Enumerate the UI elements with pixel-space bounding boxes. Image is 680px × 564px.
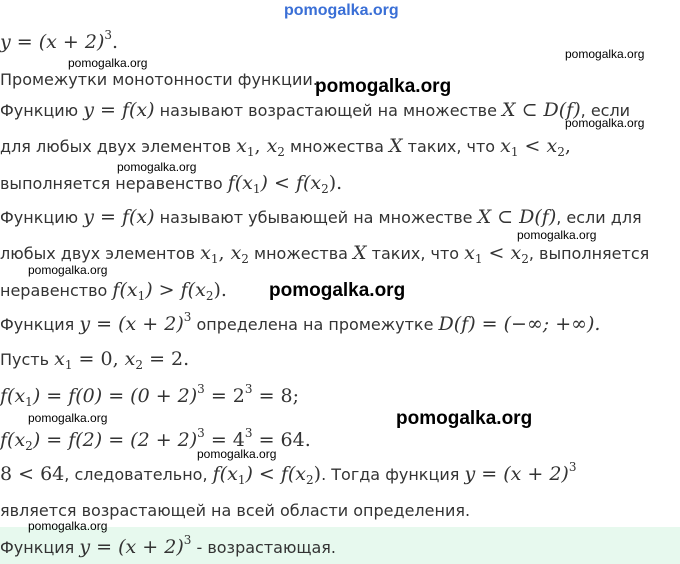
watermark: pomogalka.org bbox=[396, 408, 533, 429]
subscript: 2 bbox=[306, 473, 314, 487]
formula: 8 < 64 bbox=[0, 463, 65, 485]
watermark: pomogalka.org bbox=[517, 228, 597, 242]
watermark: pomogalka.org bbox=[68, 56, 148, 70]
formula: f(x bbox=[0, 385, 26, 407]
calc-f-x1 bbox=[0, 384, 680, 407]
text: для любых двух элементов bbox=[0, 137, 237, 156]
text: Пусть bbox=[0, 350, 55, 369]
subscript: 1 bbox=[25, 395, 33, 409]
final-answer bbox=[0, 533, 680, 559]
text: . Тогда функция bbox=[321, 465, 465, 484]
var: x bbox=[236, 135, 247, 157]
exponent: 3 bbox=[183, 533, 192, 547]
exponent: 3 bbox=[197, 426, 205, 440]
exponent: 3 bbox=[104, 28, 113, 42]
domain-statement bbox=[0, 310, 680, 336]
subscript: 2 bbox=[205, 289, 214, 303]
watermark: pomogalka.org bbox=[197, 447, 277, 461]
formula: y = (x + 2) bbox=[79, 536, 184, 558]
formula: ) = f(2) = (2 + 2) bbox=[32, 429, 198, 451]
comparison-statement bbox=[0, 460, 680, 487]
watermark: pomogalka.org bbox=[117, 160, 197, 174]
increasing-definition-line-3 bbox=[0, 172, 680, 195]
formula: ) < f(x bbox=[245, 463, 307, 485]
subscript: 1 bbox=[137, 289, 146, 303]
text: таких, что bbox=[402, 137, 501, 156]
decreasing-definition-line-1 bbox=[0, 206, 680, 229]
watermark: pomogalka.org bbox=[28, 519, 108, 533]
formula: f(x bbox=[0, 429, 26, 451]
var: x bbox=[500, 135, 511, 157]
comma: , bbox=[218, 242, 231, 264]
watermark: pomogalka.org bbox=[315, 76, 452, 97]
watermark: pomogalka.org bbox=[565, 116, 645, 130]
formula: ) bbox=[313, 463, 322, 485]
text: множества bbox=[284, 137, 390, 156]
subscript: 1 bbox=[237, 473, 246, 487]
subscript: 2 bbox=[135, 358, 144, 372]
watermark: pomogalka.org bbox=[269, 280, 406, 301]
var: X bbox=[389, 135, 403, 157]
formula: ) < f(x bbox=[260, 172, 322, 194]
formula: ). bbox=[213, 279, 227, 301]
text: Функция bbox=[0, 315, 80, 334]
exponent: 3 bbox=[197, 382, 205, 396]
subscript: 2 bbox=[557, 145, 565, 159]
text: Функцию bbox=[0, 208, 84, 227]
comma: , bbox=[254, 135, 267, 157]
text: , выполняется bbox=[528, 244, 650, 263]
watermark: pomogalka.org bbox=[565, 47, 645, 61]
formula: = 4 bbox=[204, 429, 245, 451]
subscript: 1 bbox=[252, 182, 261, 196]
subscript: 1 bbox=[210, 252, 219, 266]
var: x bbox=[266, 135, 278, 157]
formula: y = f(x) bbox=[83, 99, 155, 121]
text: , если bbox=[580, 101, 631, 120]
text: Функция bbox=[0, 538, 80, 557]
watermark: pomogalka.org bbox=[28, 263, 108, 277]
operator: < bbox=[518, 135, 547, 157]
formula: D(f) = (−∞; +∞). bbox=[438, 313, 601, 335]
exponent: 3 bbox=[244, 426, 253, 440]
subscript: 1 bbox=[510, 145, 519, 159]
exponent: 3 bbox=[183, 310, 192, 324]
formula: f(x bbox=[212, 463, 238, 485]
comma: , bbox=[564, 135, 571, 157]
formula: f(x bbox=[227, 172, 253, 194]
subscript: 2 bbox=[25, 439, 33, 453]
formula: = 8; bbox=[252, 385, 300, 407]
watermark: pomogalka.org bbox=[28, 411, 108, 425]
formula: y = (x + 2) bbox=[0, 31, 105, 53]
period: . bbox=[112, 31, 119, 53]
var: x bbox=[200, 242, 211, 264]
text: множества bbox=[248, 244, 354, 263]
text: называют убывающей на множестве bbox=[154, 208, 478, 227]
text: является возрастающей на всей области определения. bbox=[0, 501, 471, 520]
watermark: pomogalka.org bbox=[284, 2, 399, 19]
subscript: 2 bbox=[277, 145, 285, 159]
subscript: 2 bbox=[241, 252, 249, 266]
formula: ) > f(x bbox=[145, 279, 206, 301]
formula: = 64. bbox=[252, 429, 311, 451]
formula: X ⊂ D(f) bbox=[502, 99, 581, 121]
subscript: 1 bbox=[64, 358, 73, 372]
formula: = 2 bbox=[204, 385, 245, 407]
text: , следовательно, bbox=[64, 465, 213, 484]
var: x bbox=[124, 348, 136, 370]
exponent: 3 bbox=[244, 382, 253, 396]
operator: < bbox=[482, 242, 511, 264]
text: называют возрастающей на множестве bbox=[154, 101, 503, 120]
var: x bbox=[546, 135, 558, 157]
subscript: 1 bbox=[474, 252, 483, 266]
subscript: 2 bbox=[321, 182, 329, 196]
formula: y = f(x) bbox=[83, 206, 155, 228]
text: выполняется неравенство bbox=[0, 174, 228, 193]
formula: y = (x + 2) bbox=[79, 313, 184, 335]
var: x bbox=[54, 348, 65, 370]
let-statement bbox=[0, 348, 680, 371]
text: Функцию bbox=[0, 101, 84, 120]
text: определена на промежутке bbox=[191, 315, 439, 334]
increasing-definition-line-2 bbox=[0, 135, 680, 158]
formula: ). bbox=[328, 172, 343, 194]
calc-f-x2 bbox=[0, 428, 680, 451]
heading-text: Промежутки монотонности функции. bbox=[0, 70, 318, 89]
formula: = 2. bbox=[143, 348, 190, 370]
decreasing-definition-line-2 bbox=[0, 242, 680, 265]
exponent: 3 bbox=[568, 460, 577, 474]
formula: = 0, bbox=[72, 348, 125, 370]
formula: ) = f(0) = (0 + 2) bbox=[32, 385, 198, 407]
subscript: 1 bbox=[246, 145, 255, 159]
text: неравенство bbox=[0, 281, 113, 300]
formula: y = (x + 2) bbox=[464, 463, 569, 485]
text: любых двух элементов bbox=[0, 244, 201, 263]
var: X bbox=[353, 242, 367, 264]
var: x bbox=[510, 242, 522, 264]
text: , если для bbox=[556, 208, 642, 227]
formula: f(x bbox=[112, 279, 138, 301]
var: x bbox=[464, 242, 475, 264]
var: x bbox=[230, 242, 242, 264]
formula: X ⊂ D(f) bbox=[477, 206, 557, 228]
subscript: 2 bbox=[521, 252, 529, 266]
text: - возрастающая. bbox=[191, 538, 336, 557]
text: таких, что bbox=[366, 244, 465, 263]
